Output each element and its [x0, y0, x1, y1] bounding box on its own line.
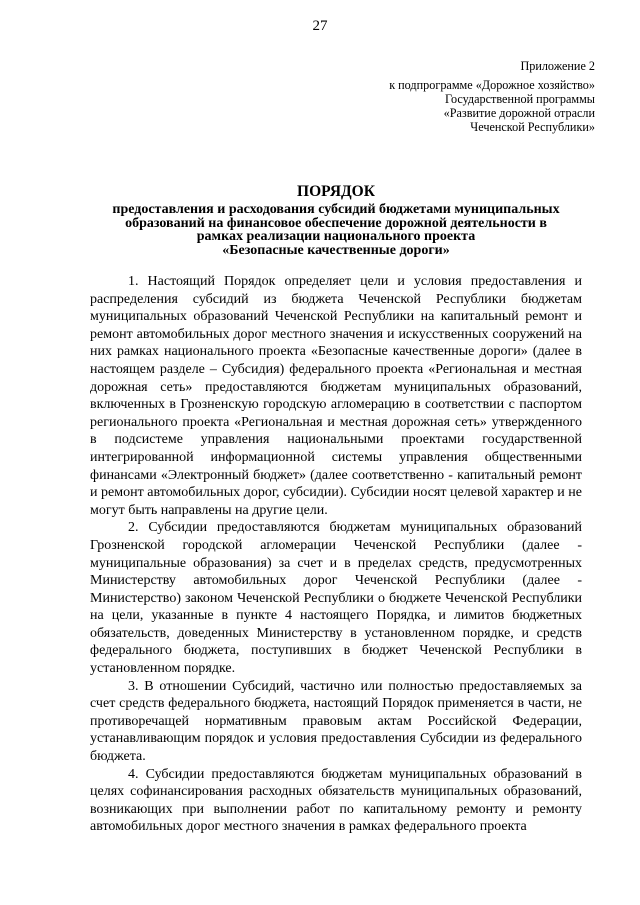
- appendix-block: [235, 59, 595, 134]
- appendix-line: «Развитие дорожной отрасли: [443, 106, 595, 120]
- paragraph-3: 3. В отношении Субсидий, частично или полностью предоставляемых за счет средств федерального бюджета, настоящий Порядок применяется в части, не противоречащей нормативным правовым актам Российской Федерации, устанавливающим порядок и условия предоставления Субсидии из федерального бюджета.: [90, 678, 582, 765]
- document-body: [90, 273, 582, 836]
- appendix-line: к подпрограмме «Дорожное хозяйство»: [389, 78, 595, 92]
- paragraph-1: 1. Настоящий Порядок определяет цели и условия предоставления и распределения субсидий из бюджета Чеченской Республики бюджетам муниципальных образований Чеченской Республики на капитальный ремонт и ремонт автомобильных дорог местного значения и искусственных сооружений на них рамках национального проекта «Безопасные качественные дороги» (далее в настоящем разделе – Субсидия) федерального проекта «Региональная и местная дорожная сеть» предоставляются бюджетам муниципальных образований, включенных в Грозненскую городскую агломерацию в соответствии с паспортом регионального проекта «Региональная и местная дорожная сеть» утвержденного в подсистеме управления национальными проектами государственной интегрированной информационной системы управления общественными финансами «Электронный бюджет» (далее соответственно - капитальный ремонт и ремонт автомобильных дорог, субсидии). Субсидии носят целевой характер и не могут быть направлены на другие цели.: [90, 274, 582, 518]
- subtitle-line: предоставления и расходования субсидий бюджетами муниципальных: [112, 202, 560, 217]
- document-subtitle: [90, 203, 582, 257]
- subtitle-line: «Безопасные качественные дороги»: [222, 242, 450, 258]
- subtitle-line: образований на финансовое обеспечение дорожной деятельности в: [125, 215, 547, 231]
- document-title: ПОРЯДОК: [297, 183, 375, 200]
- subtitle-line: рамках реализации национального проекта: [196, 229, 476, 244]
- paragraph-2: 2. Субсидии предоставляются бюджетам муниципальных образований Грозненской городской агломерации Чеченской Республики (далее - муниципальные образования) за счет и в пределах средств, предусмотренных Министерству автомобильных дорог Чеченской Республики (далее - Министерство) законом Чеченской Республики о бюджете Чеченской Республики на цели, указанные в пункте 4 настоящего Порядка, и лимитов бюджетных обязательств, доведенных Министерству в установленном порядке, и средств федерального бюджета, поступивших в бюджет Чеченской Республики в установленном порядке.: [90, 520, 582, 677]
- page-number: 27: [312, 18, 328, 34]
- document-heading: [90, 183, 582, 257]
- paragraph-4: 4. Субсидии предоставляются бюджетам муниципальных образований в целях софинансирования расходных обязательств муниципальных образований, возникающих при выполнении работ по капитальному ремонту и ремонту автомобильных дорог местного значения в рамках федерального проекта: [90, 766, 582, 835]
- appendix-line: Государственной программы: [444, 92, 595, 106]
- appendix-title: Приложение 2: [520, 59, 595, 73]
- appendix-line: Чеченской Республики»: [470, 120, 595, 134]
